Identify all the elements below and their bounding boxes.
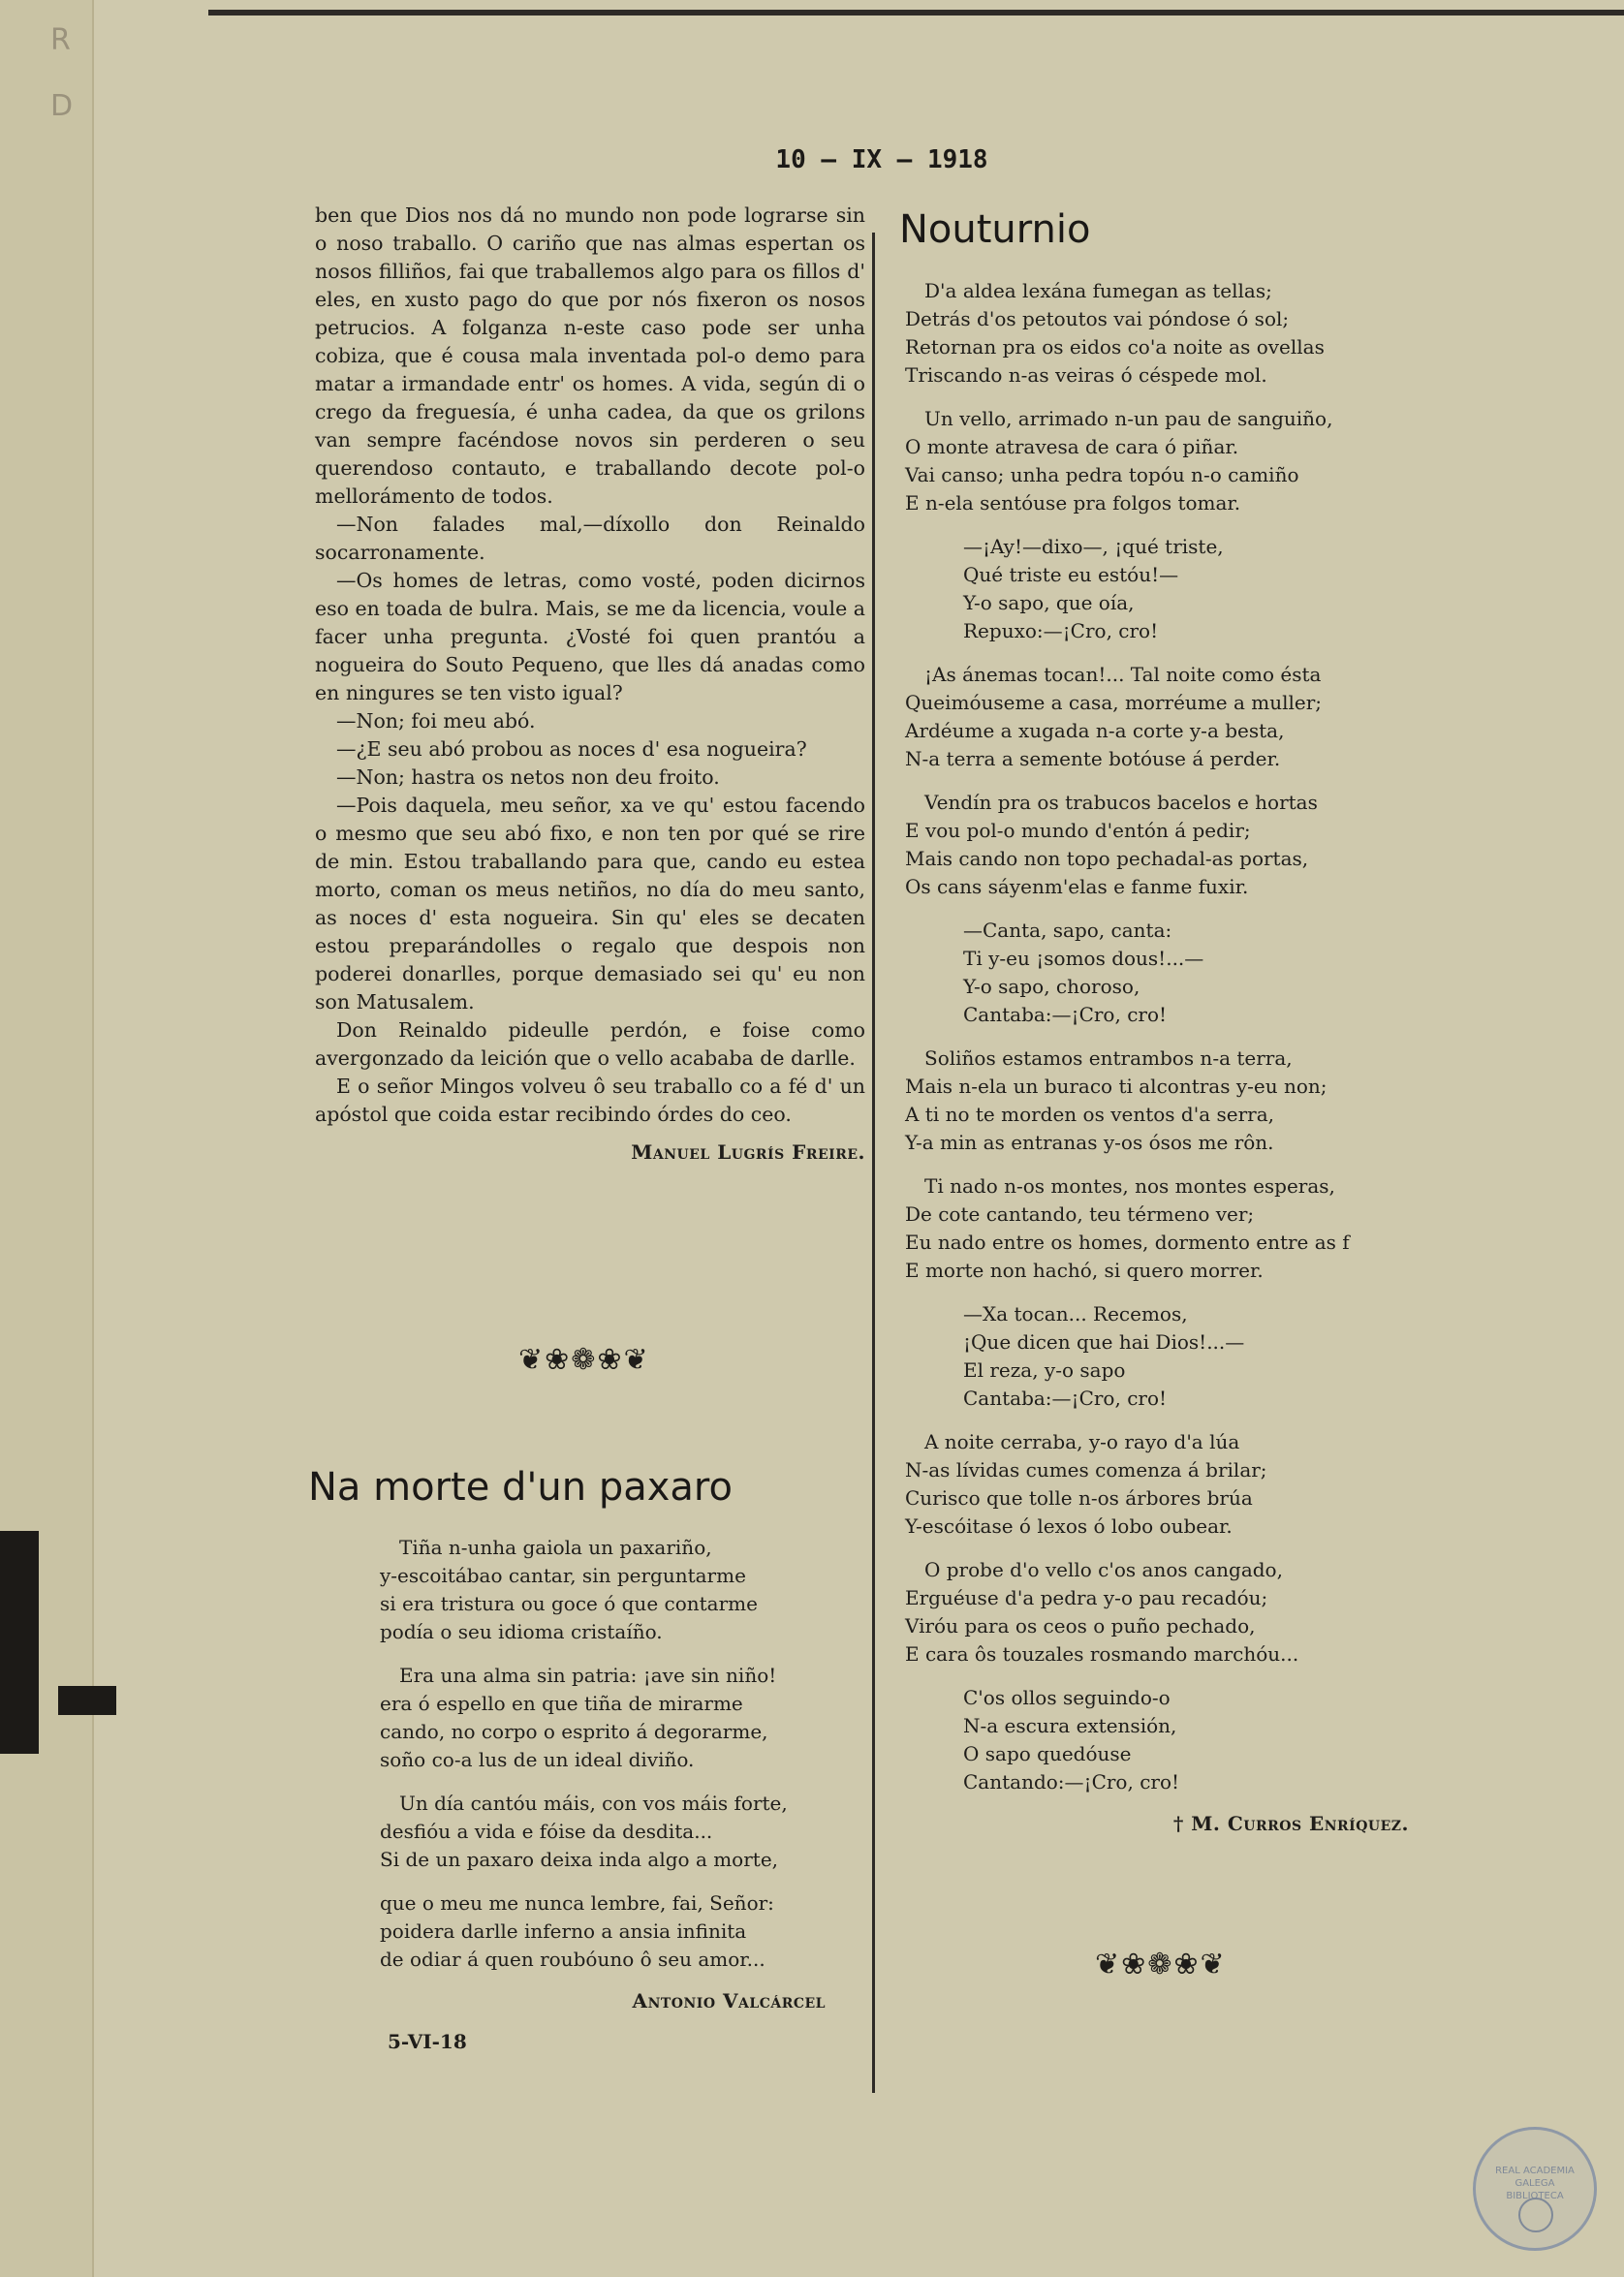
poem-line: —Canta, sapo, canta: <box>963 919 1172 942</box>
article-paragraph: Don Reinaldo pideulle perdón, e foise como avergonzado da leición que o vello acababa de darlle. <box>315 1018 865 1070</box>
poem-right-stanza <box>905 1556 1409 1669</box>
poem-line: Cantaba:—¡Cro, cro! <box>963 1387 1168 1410</box>
poem-line: ¡As ánemas tocan!... Tal noite como ésta <box>924 663 1322 686</box>
poem-line: Cantando:—¡Cro, cro! <box>963 1770 1180 1794</box>
poem-right-stanza <box>905 1045 1409 1157</box>
poem-line: Erguéuse d'a pedra y-o pau recadóu; <box>905 1586 1268 1609</box>
poem-right-stanza <box>905 405 1409 517</box>
poem-line: Y-escóitase ó lexos ó lobo oubear. <box>905 1514 1233 1538</box>
poem-line: E cara ôs touzales rosmando marchóu... <box>905 1642 1299 1666</box>
poem-line: Vendín pra os trabucos bacelos e hortas <box>924 791 1318 814</box>
poem-line: De cote cantando, teu térmeno ver; <box>905 1202 1255 1226</box>
poem-line: Mais cando non topo pechadal-as portas, <box>905 847 1309 870</box>
torn-edge <box>0 1531 39 1754</box>
poem-line: desfióu a vida e fóise da desdita... <box>380 1820 713 1843</box>
binding-margin <box>0 0 94 2277</box>
poem-line: Vai canso; unha pedra topóu n-o camiño <box>905 463 1299 486</box>
article-paragraph: —Os homes de letras, como vosté, poden dicirnos eso en toada de bulra. Mais, se me da licencia, voule a facer unha pregunta. ¿Vosté foi quen prantóu a nogueira do Souto Pequeno, que lles dá anadas como en ningures se ten visto igual? <box>315 569 865 704</box>
page-date: 10 — IX — 1918 <box>775 145 988 174</box>
poem-right-stanza <box>905 789 1409 901</box>
poem-line: Eu nado entre os homes, dormento entre as f <box>905 1231 1350 1254</box>
poem-line: podía o seu idioma cristaíño. <box>380 1620 663 1643</box>
stamp-text-line: BIBLIOTECA <box>1506 2191 1564 2201</box>
stamp-text-line: REAL ACADEMIA GALEGA <box>1495 2166 1575 2189</box>
poem-line: Triscando n-as veiras ó céspede mol. <box>905 363 1267 387</box>
poem-line: era ó espello en que tiña de mirarme <box>380 1692 743 1715</box>
article-paragraph: —Pois daquela, meu señor, xa ve qu' estou facendo o mesmo que seu abó fixo, e non ten por qué se rire de min. Estou traballando para que, cando eu estea morto, coman os meus netiños, no día do meu santo, as noces d' esta nogueira. Sin qu' eles se decaten estou preparándolles o regalo que despois non poderei donarlles, porque demasiado sei qu' eu non son Matusalem. <box>315 794 865 1014</box>
article-paragraph: —Non falades mal,—díxollo don Reinaldo socarronamente. <box>315 513 865 564</box>
poem-line: N-as lívidas cumes comenza á brilar; <box>905 1458 1267 1482</box>
poem-right-stanza <box>905 1172 1409 1285</box>
poem-line: Cantaba:—¡Cro, cro! <box>963 1003 1168 1026</box>
poem-refrain <box>905 1300 1409 1413</box>
poem-line: Y-o sapo, que oía, <box>963 591 1135 614</box>
article-paragraph: ben que Dios nos dá no mundo non pode lograrse sin o noso traballo. O cariño que nas almas espertan os nosos filliños, fai que traballemos algo para os fillos d' eles, en xusto pago do que por nós fixeron os nosos petrucios. A folganza n-este caso pode ser unha cobiza, que é cousa mala inventada pol-o demo para matar a irmandade entr' os homes. A vida, según di o crego da freguesía, é unha cadea, da que os grilons van sempre facéndose novos sin perderen o seu querendoso contauto, e traballando decote pol-o mellorámento de todos. <box>315 203 865 508</box>
poem-line: O monte atravesa de cara ó piñar. <box>905 435 1239 458</box>
article-paragraph: —¿E seu abó probou as noces d' esa nogueira? <box>336 737 807 761</box>
poem-line: Os cans sáyenm'elas e fanme fuxir. <box>905 875 1249 898</box>
poem-right-stanza <box>905 1428 1409 1541</box>
poem-line: Ti y-eu ¡somos dous!...— <box>963 947 1204 970</box>
poem-line: y-escoitábao cantar, sin perguntarme <box>380 1564 746 1587</box>
poem-line: Mais n-ela un buraco ti alcontras y-eu non; <box>905 1075 1327 1098</box>
article-paragraph: —Non; hastra os netos non deu froito. <box>336 765 720 789</box>
poem-left-date: 5-VI-18 <box>388 2030 467 2053</box>
poem-line: Viróu para os ceos o puño pechado, <box>905 1614 1256 1638</box>
poem-line: de odiar á quen roubóuno ô seu amor... <box>380 1948 765 1971</box>
poem-line: cando, no corpo o esprito á degorarme, <box>380 1720 768 1743</box>
poem-line: E vou pol-o mundo d'entón á pedir; <box>905 819 1251 842</box>
sun-emblem-icon <box>1518 2198 1553 2232</box>
poem-line: Retornan pra os eidos co'a noite as ovellas <box>905 335 1325 359</box>
poem-line: Soliños estamos entrambos n-a terra, <box>924 1046 1293 1070</box>
library-stamp <box>1473 2127 1597 2251</box>
poem-line: poidera darlle inferno a ansia infinita <box>380 1919 747 1943</box>
poem-line: A ti no te morden os ventos d'a serra, <box>905 1103 1275 1126</box>
column-divider <box>872 233 875 2093</box>
ornament-divider-right: ❦❀❁❀❦ <box>1095 1948 1227 1981</box>
poem-right <box>905 277 1409 1835</box>
poem-right-author: † M. Curros Enríquez. <box>1172 1812 1409 1835</box>
poem-line: E n-ela sentóuse pra folgos tomar. <box>905 491 1241 515</box>
poem-line: Curisco que tolle n-os árbores brúa <box>905 1486 1253 1510</box>
poem-line: O probe d'o vello c'os anos cangado, <box>924 1558 1283 1581</box>
poem-left-stanza <box>380 1790 864 1874</box>
poem-left-stanza <box>380 1889 864 1974</box>
poem-line: ¡Que dicen que hai Dios!...— <box>963 1330 1245 1354</box>
poem-line: O sapo quedóuse <box>963 1742 1132 1765</box>
poem-line: si era tristura ou goce ó que contarme <box>380 1592 758 1615</box>
poem-left-author: Antonio Valcárcel <box>632 1989 826 2012</box>
poem-line: Queimóuseme a casa, morréume a muller; <box>905 691 1323 714</box>
article-author: Manuel Lugrís Freire. <box>631 1140 865 1164</box>
top-rule <box>208 10 1624 16</box>
margin-note-1: R <box>50 23 71 57</box>
poem-left <box>380 1534 864 2012</box>
article-paragraph: —Non; foi meu abó. <box>336 709 536 733</box>
poem-line: Y-a min as entranas y-os ósos me rôn. <box>905 1131 1274 1154</box>
poem-right-stanza <box>905 661 1409 773</box>
torn-edge-fragment <box>58 1686 116 1715</box>
poem-line: soño co-a lus de un ideal diviño. <box>380 1748 695 1771</box>
poem-refrain <box>905 533 1409 645</box>
poem-line: que o meu me nunca lembre, fai, Señor: <box>380 1891 774 1915</box>
poem-line: Un vello, arrimado n-un pau de sanguiño, <box>924 407 1333 430</box>
poem-refrain <box>905 1684 1409 1796</box>
poem-line: Qué triste eu estóu!— <box>963 563 1179 586</box>
poem-line: C'os ollos seguindo-o <box>963 1686 1171 1709</box>
poem-line: —¡Ay!—dixo—, ¡qué triste, <box>963 535 1224 558</box>
poem-left-stanza <box>380 1662 864 1774</box>
poem-line: Ardéume a xugada n-a corte y-a besta, <box>905 719 1285 742</box>
poem-line: Detrás d'os petoutos vai póndose ó sol; <box>905 307 1290 330</box>
poem-left-title: Na morte d'un paxaro <box>308 1465 733 1510</box>
poem-left-stanza <box>380 1534 864 1646</box>
poem-line: Un día cantóu máis, con vos máis forte, <box>399 1792 788 1815</box>
poem-refrain <box>905 917 1409 1029</box>
poem-line: Y-o sapo, choroso, <box>963 975 1140 998</box>
poem-line: —Xa tocan... Recemos, <box>963 1302 1188 1326</box>
poem-line: El reza, y-o sapo <box>963 1358 1126 1382</box>
margin-note-2: D <box>50 89 74 123</box>
poem-line: Si de un paxaro deixa inda algo a morte, <box>380 1848 779 1871</box>
poem-right-title: Nouturnio <box>899 207 1091 252</box>
poem-line: N-a escura extensión, <box>963 1714 1177 1737</box>
poem-line: Repuxo:—¡Cro, cro! <box>963 619 1159 642</box>
ornament-divider-left: ❦❀❁❀❦ <box>518 1343 650 1377</box>
article-paragraph: E o señor Mingos volveu ô seu traballo co a fé d' un apóstol que coida estar recibindo órdes do ceo. <box>315 1075 865 1126</box>
poem-line: Ti nado n-os montes, nos montes esperas, <box>924 1174 1335 1198</box>
poem-right-stanza <box>905 277 1409 390</box>
article-column <box>315 202 865 1164</box>
poem-line: Era una alma sin patria: ¡ave sin niño! <box>399 1664 777 1687</box>
poem-line: Tiña n-unha gaiola un paxariño, <box>399 1536 712 1559</box>
poem-line: E morte non hachó, si quero morrer. <box>905 1259 1264 1282</box>
poem-line: N-a terra a semente botóuse á perder. <box>905 747 1281 770</box>
poem-line: D'a aldea lexána fumegan as tellas; <box>924 279 1272 302</box>
poem-line: A noite cerraba, y-o rayo d'a lúa <box>924 1430 1240 1453</box>
